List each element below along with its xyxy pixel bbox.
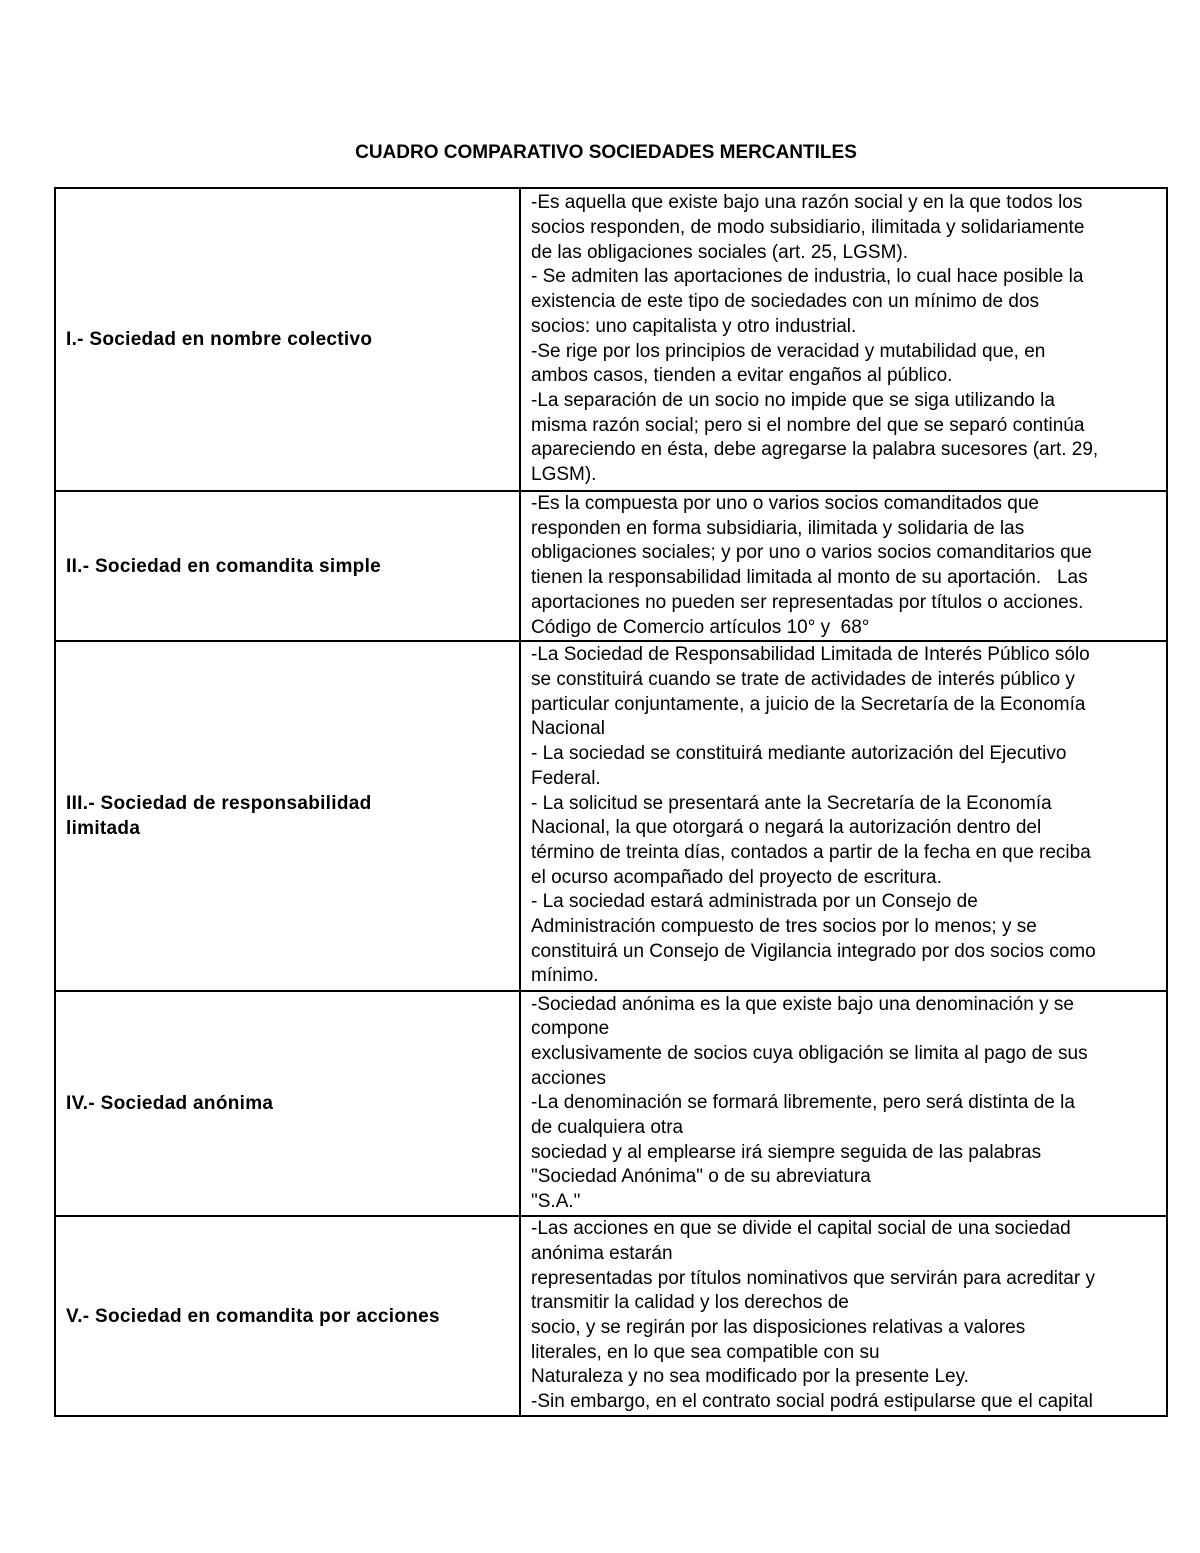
description-line: Código de Comercio artículos 10° y 68° [531, 616, 870, 638]
row-description [520, 491, 1167, 641]
table-row [55, 491, 1167, 641]
row-label: II.- Sociedad en comandita simple [55, 491, 520, 641]
description-line: -Es la compuesta por uno o varios socios comanditados que [531, 493, 1039, 514]
description-line: apareciendo en ésta, debe agregarse la palabra sucesores (art. 29, [531, 439, 1099, 461]
description-line: misma razón social; pero si el nombre del que se separó continúa [531, 414, 1085, 436]
document-title: CUADRO COMPARATIVO SOCIEDADES MERCANTILES [355, 142, 857, 163]
description-line: Nacional, la que otorgará o negará la autorización dentro del [531, 817, 1042, 839]
description-line: LGSM). [531, 464, 597, 486]
description-line: particular conjuntamente, a juicio de la Secretaría de la Economía [531, 693, 1086, 715]
description-line: sociedad y al emplearse irá siempre seguida de las palabras [531, 1141, 1042, 1163]
description-line: obligaciones sociales; y por uno o varios socios comanditarios que [531, 542, 1092, 564]
description-line: - La sociedad estará administrada por un Consejo de [531, 891, 978, 913]
description-line: representadas por títulos nominativos que servirán para acreditar y [531, 1267, 1095, 1289]
row-description [520, 641, 1167, 991]
description-line: se constituirá cuando se trate de actividades de interés público y [531, 669, 1075, 690]
description-line: existencia de este tipo de sociedades con un mínimo de dos [531, 291, 1040, 313]
description-line: Administración compuesto de tres socios por lo menos; y se [531, 916, 1037, 938]
row-description [520, 188, 1167, 491]
description-line: -La separación de un socio no impide que se siga utilizando la [531, 389, 1055, 411]
row-label-line: III.- Sociedad de responsabilidad [66, 793, 372, 815]
row-label: I.- Sociedad en nombre colectivo [55, 188, 520, 491]
row-label-line: limitada [66, 818, 141, 840]
description-line: constituirá un Consejo de Vigilancia integrado por dos socios como [531, 940, 1096, 962]
description-line: anónima estarán [531, 1242, 673, 1264]
description-line: Naturaleza y no sea modificado por la presente Ley. [531, 1366, 969, 1388]
description-line: exclusivamente de socios cuya obligación se limita al pago de sus [531, 1042, 1088, 1064]
description-line: mínimo. [531, 965, 599, 987]
description-line: el ocurso acompañado del proyecto de escritura. [531, 866, 942, 888]
description-line: -Sociedad anónima es la que existe bajo una denominación y se [531, 993, 1074, 1015]
table-row [55, 991, 1167, 1216]
description-line: término de treinta días, contados a partir de la fecha en que reciba [531, 841, 1091, 863]
description-line: tienen la responsabilidad limitada al monto de su aportación. Las [531, 567, 1088, 589]
table-row [55, 1216, 1167, 1416]
description-line: acciones [531, 1067, 606, 1089]
description-line: socios: uno capitalista y otro industrial. [531, 315, 857, 337]
description-line: socios responden, de modo subsidiario, ilimitada y solidariamente [531, 216, 1085, 238]
description-line: -Es aquella que existe bajo una razón social y en la que todos los [531, 192, 1083, 214]
description-line: de las obligaciones sociales (art. 25, LGSM). [531, 241, 909, 263]
description-line: transmitir la calidad y los derechos de [531, 1292, 849, 1314]
description-line: Federal. [531, 767, 601, 789]
description-line: -Sin embargo, en el contrato social podrá estipularse que el capital [531, 1391, 1093, 1413]
description-line: -Las acciones en que se divide el capital social de una sociedad [531, 1218, 1071, 1240]
row-label: IV.- Sociedad anónima [55, 991, 520, 1216]
row-description [520, 991, 1167, 1216]
description-line: -Se rige por los principios de veracidad y mutabilidad que, en [531, 340, 1046, 362]
description-line: - La solicitud se presentará ante la Secretaría de la Economía [531, 792, 1052, 814]
description-line: - La sociedad se constituirá mediante autorización del Ejecutivo [531, 743, 1067, 765]
description-line: -La denominación se formará libremente, pero será distinta de la [531, 1092, 1075, 1114]
row-description [520, 1216, 1167, 1416]
description-line: de cualquiera otra [531, 1117, 684, 1139]
comparison-table [54, 187, 1168, 1417]
description-line: Nacional [531, 718, 605, 740]
table-row [55, 641, 1167, 991]
description-line: "S.A." [531, 1191, 581, 1213]
description-line: -La Sociedad de Responsabilidad Limitada de Interés Público sólo [531, 644, 1090, 666]
description-line: socio, y se regirán por las disposiciones relativas a valores [531, 1317, 1026, 1339]
description-line: compone [531, 1018, 610, 1040]
description-line: literales, en lo que sea compatible con su [531, 1341, 880, 1363]
row-label: V.- Sociedad en comandita por acciones [55, 1216, 520, 1416]
description-line: - Se admiten las aportaciones de industria, lo cual hace posible la [531, 266, 1084, 288]
description-line: "Sociedad Anónima" o de su abreviatura [531, 1166, 871, 1188]
description-line: ambos casos, tienden a evitar engaños al público. [531, 365, 953, 387]
table-row [55, 188, 1167, 491]
row-label [55, 641, 520, 991]
description-line: responden en forma subsidiaria, ilimitada y solidaria de las [531, 517, 1025, 539]
description-line: aportaciones no pueden ser representadas por títulos o acciones. [531, 591, 1084, 613]
